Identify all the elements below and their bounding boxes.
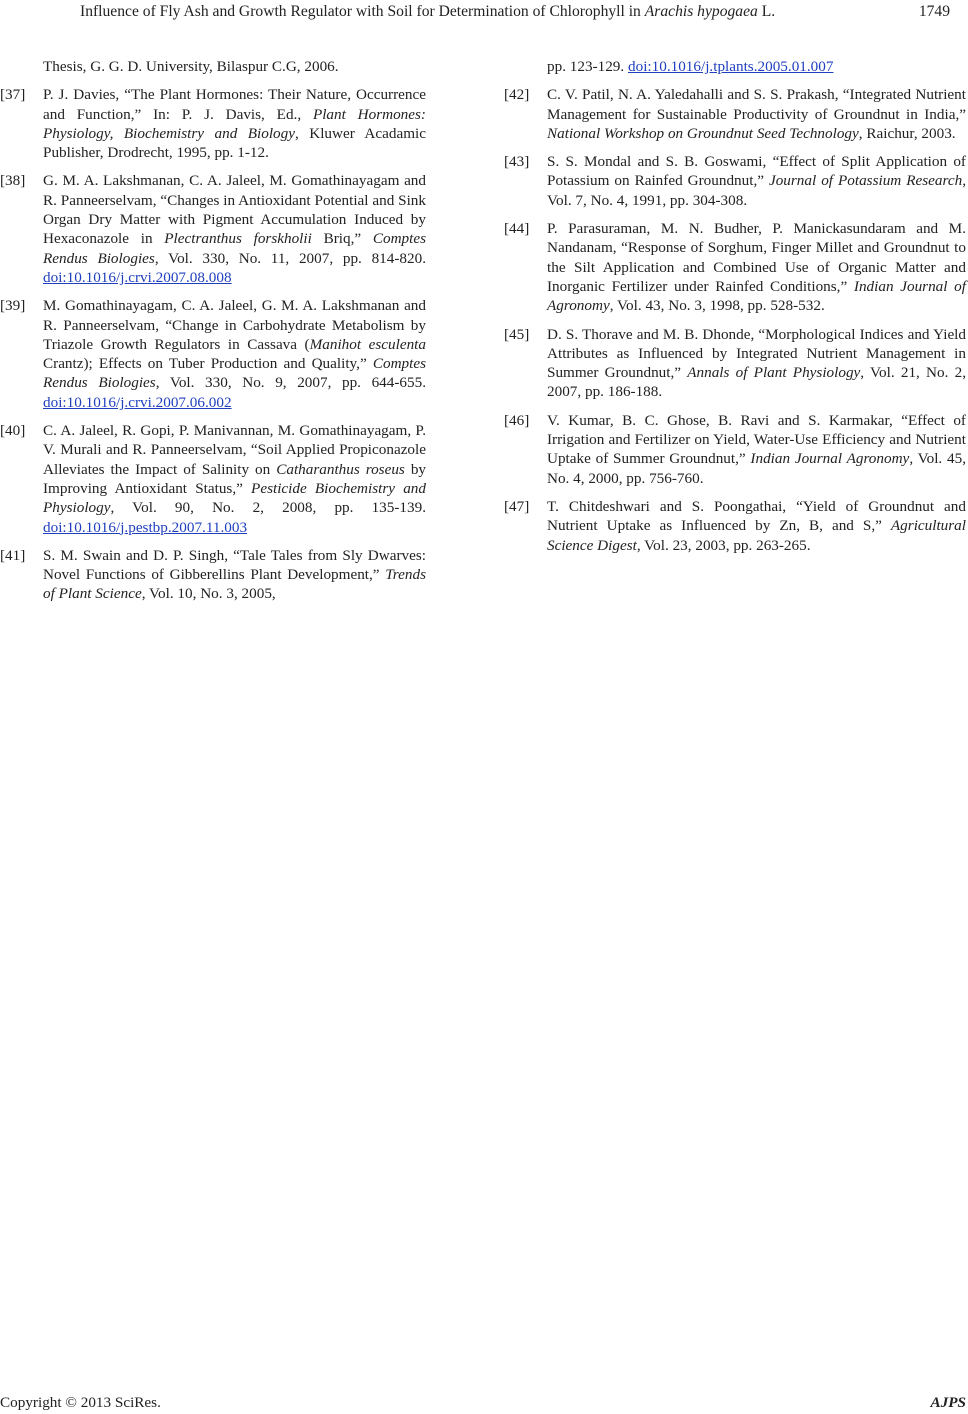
reference-number: [42] [504,86,530,104]
copyright-notice: Copyright © 2013 SciRes. [0,1394,161,1411]
reference-42: [42] C. V. Patil, N. A. Yaledahalli and S. S. Prakash, “Integrated Nutrient Management for Sustainable Productivity of Groundnut in India,” National Workshop on Groundnut Seed Technology, Raichur, 2003. [504,86,966,142]
reference-number: [39] [0,297,26,315]
doi-link[interactable]: doi:10.1016/j.tplants.2005.01.007 [628,58,834,75]
left-column [0,57,426,613]
reference-43: [43] S. S. Mondal and S. B. Goswami, “Effect of Split Application of Potassium on Rainfed Groundnut,” Journal of Potassium Research, Vol. 7, No. 4, 1991, pp. 304-308. [504,153,966,209]
reference-number: [44] [504,220,530,238]
reference-47: [47] T. Chitdeshwari and S. Poongathai, “Yield of Groundnut and Nutrient Uptake as Influenced by Zn, B, and S,” Agricultural Science Digest, Vol. 23, 2003, pp. 263-265. [504,497,966,554]
reference-number: [41] [0,546,26,564]
right-column [504,57,966,564]
doi-link[interactable]: doi:10.1016/j.crvi.2007.06.002 [43,393,232,411]
reference-37: [37] P. J. Davies, “The Plant Hormones: Their Nature, Occurrence and Function,” In: P. J. Davis, Ed., Plant Hormones: Physiology, Biochemistry and Biology, Kluwer Acadamic Publisher, Drodrecht, 1995, pp. 1-12. [0,86,426,162]
doi-link[interactable]: doi:10.1016/j.pestbp.2007.11.003 [43,518,248,536]
reference-40: [40] C. A. Jaleel, R. Gopi, P. Manivannan, M. Gomathinayagam, P. V. Murali and R. Panneerselvam, “Soil Applied Propiconazole Alleviates the Impact of Salinity on Catharanthus roseus by Improving Antioxidant Status,” Pesticide Biochemistry and Physiology, Vol. 90, No. 2, 2008, pp. 135-139. doi:10.1016/j.pestbp.2007.11.003 [0,422,427,536]
reference-number: [45] [504,325,530,343]
reference-39: [39] M. Gomathinayagam, C. A. Jaleel, G. M. A. Lakshmanan and R. Panneerselvam, “Change in Carbohydrate Metabolism by Triazole Growth Regulators in Cassava (Manihot esculenta Crantz); Effects on Tuber Production and Quality,” Comptes Rendus Biologies, Vol. 330, No. 9, 2007, pp. 644-655. doi:10.1016/j.crvi.2007.06.002 [0,297,426,411]
reference-38: [38] G. M. A. Lakshmanan, C. A. Jaleel, M. Gomathinayagam and R. Panneerselvam, “Changes in Antioxidant Potential and Sink Organ Dry Matter with Pigment Accumulation Induced by Hexaconazole in Plectranthus forskholii Briq,” Comptes Rendus Biologies, Vol. 330, No. 11, 2007, pp. 814-820. doi:10.1016/j.crvi.2007.08.008 [0,172,426,286]
journal-abbreviation: AJPS [930,1394,966,1411]
page-footer [0,1393,968,1413]
reference-number: [46] [504,411,530,429]
reference-44: [44] P. Parasuraman, M. N. Budher, P. Manickasundaram and M. Nandanam, “Response of Sorghum, Finger Millet and Groundnut to the Silt Application and Combined Use of Organic Matter and Inorganic Fertilizer under Rainfed Conditions,” Indian Journal of Agronomy, Vol. 43, No. 3, 1998, pp. 528-532. [504,220,966,315]
reference-number: [38] [0,172,26,190]
reference-46: [46] V. Kumar, B. C. Ghose, B. Ravi and S. Karmakar, “Effect of Irrigation and Fertilizer on Yield, Water-Use Efficiency and Nutrient Uptake of Summer Groundnut,” Indian Journal Agronomy, Vol. 45, No. 4, 2000, pp. 756-760. [504,411,966,487]
running-title: Influence of Fly Ash and Growth Regulator with Soil for Determination of Chlorophyll in Arachis hypogaea L. [80,3,776,20]
doi-link[interactable]: doi:10.1016/j.crvi.2007.08.008 [43,268,232,286]
reference-41: [41] S. M. Swain and D. P. Singh, “Tale Tales from Sly Dwarves: Novel Functions of Gibberellins Plant Development,” Trends of Plant Science, Vol. 10, No. 3, 2005, [0,546,426,603]
reference-number: [40] [0,422,26,440]
reference-continuation: Thesis, G. G. D. University, Bilaspur C.G, 2006. [43,58,339,75]
reference-number: [43] [504,153,530,171]
reference-number: [37] [0,86,26,104]
reference-continuation: pp. 123-129. doi:10.1016/j.tplants.2005.01.007 [547,58,834,75]
reference-number: [47] [504,497,530,515]
reference-45: [45] D. S. Thorave and M. B. Dhonde, “Morphological Indices and Yield Attributes as Influenced by Integrated Nutrient Management in Summer Groundnut,” Annals of Plant Physiology, Vol. 21, No. 2, 2007, pp. 186-188. [504,325,967,401]
page-number: 1749 [918,3,950,20]
running-header [0,2,968,24]
